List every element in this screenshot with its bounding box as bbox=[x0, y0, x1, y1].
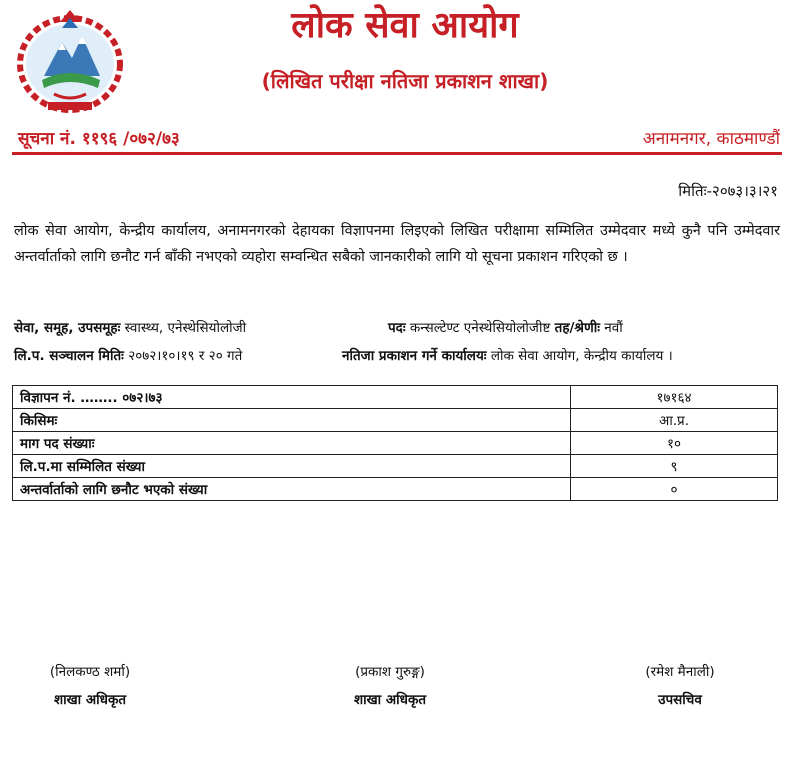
branch-subtitle: (लिखित परीक्षा नतिजा प्रकाशन शाखा) bbox=[261, 69, 549, 93]
table-cell-label: विज्ञापन नं. …….. ०७२।७३ bbox=[13, 386, 571, 409]
exam-date-label: लि.प. सञ्चालन मितिः bbox=[14, 348, 124, 364]
exam-date-line bbox=[14, 346, 242, 366]
signatory-title: शाखा अधिकृत bbox=[53, 692, 127, 708]
signatory-3 bbox=[580, 662, 780, 710]
office-location: अनामनगर, काठमाण्डौं bbox=[642, 129, 780, 149]
table-cell-label: माग पद संख्याः bbox=[13, 432, 571, 455]
signatory-1 bbox=[0, 662, 190, 710]
header-divider bbox=[12, 152, 782, 155]
service-value: स्वास्थ्य, एनेस्थेसियोलोजी bbox=[124, 320, 247, 336]
post-line bbox=[388, 318, 623, 338]
office-label: नतिजा प्रकाशन गर्ने कार्यालयः bbox=[342, 348, 487, 364]
level-value: नवौं bbox=[604, 320, 623, 336]
notice-date: मितिः-२०७३।३।२१ bbox=[678, 182, 778, 200]
signatory-name: (प्रकाश गुरुङ्ग) bbox=[355, 664, 425, 680]
post-value: कन्सल्टेण्ट एनेस्थेसियोलोजीष्ट bbox=[409, 320, 551, 336]
signatory-name: (रमेश मैनाली) bbox=[645, 664, 715, 680]
signatory-name: (निलकण्ठ शर्मा) bbox=[49, 664, 131, 680]
organization-title: लोक सेवा आयोग bbox=[291, 5, 519, 46]
level-label: तह/श्रेणीः bbox=[554, 320, 600, 336]
table-cell-label: लि.प.मा सम्मिलित संख्या bbox=[13, 455, 571, 478]
office-value: लोक सेवा आयोग, केन्द्रीय कार्यालय । bbox=[490, 348, 673, 364]
table-row bbox=[13, 478, 778, 501]
table-cell-value: १७१६४ bbox=[571, 386, 778, 409]
result-office-line bbox=[342, 346, 673, 366]
table-cell-value: ० bbox=[571, 478, 778, 501]
post-label: पदः bbox=[388, 320, 406, 336]
table-row bbox=[13, 386, 778, 409]
table-cell-label: किसिमः bbox=[13, 409, 571, 432]
signatory-2 bbox=[290, 662, 490, 710]
table-cell-value: १० bbox=[571, 432, 778, 455]
table-row bbox=[13, 409, 778, 432]
notice-number: सूचना नं. ११९६ /०७२/७३ bbox=[18, 129, 180, 149]
table-cell-label: अन्तर्वार्ताको लागि छनौट भएको संख्या bbox=[13, 478, 571, 501]
signatory-title: उपसचिव bbox=[658, 692, 702, 708]
table-cell-value: ९ bbox=[571, 455, 778, 478]
table-cell-value: आ.प्र. bbox=[571, 409, 778, 432]
exam-date-value: २०७२।१०।१९ र २० गते bbox=[128, 348, 243, 364]
service-label: सेवा, समूह, उपसमूहः bbox=[14, 320, 121, 336]
notice-body: लोक सेवा आयोग, केन्द्रीय कार्यालय, अनामनगरको देहायका विज्ञापनमा लिइएको लिखित परीक्षामा सम्मिलित उम्मेदवार मध्ये कुनै पनि उम्मेदवार अन्तर्वार्ताको लागि छनौट गर्न बाँकी नभएको व्यहोरा सम्वन्धित सबैको जानकारीको लागि यो सूचना प्रकाशन गरिएको छ । bbox=[14, 223, 780, 265]
signatory-title: शाखा अधिकृत bbox=[353, 692, 427, 708]
table-row bbox=[13, 432, 778, 455]
results-table bbox=[12, 385, 778, 501]
table-row bbox=[13, 455, 778, 478]
service-group-line bbox=[14, 318, 246, 338]
